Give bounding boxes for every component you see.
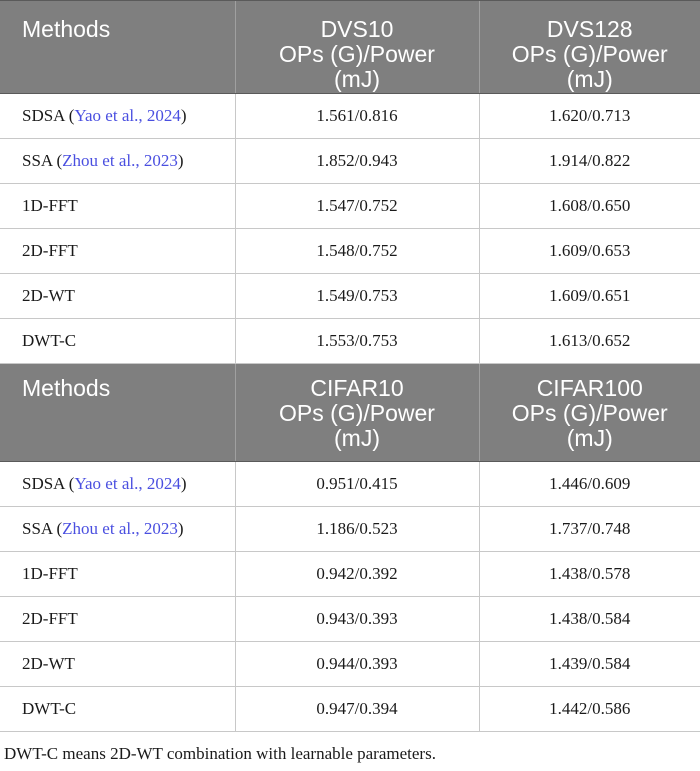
header-col3 — [479, 364, 700, 462]
header-line: (mJ) — [334, 425, 380, 451]
method-name: 2D-WT — [22, 654, 75, 673]
method-name: 2D-FFT — [22, 241, 78, 260]
citation-close: ) — [180, 474, 187, 493]
table-row — [0, 462, 700, 507]
method-cell — [0, 184, 235, 229]
table-footnote: DWT-C means 2D-WT combination with learnable parameters. — [4, 744, 436, 763]
table-row — [0, 319, 700, 364]
header-line: (mJ) — [566, 425, 613, 451]
table-row — [0, 94, 700, 139]
citation-close: ) — [177, 151, 184, 170]
value-cell-1: 1.547/0.752 — [235, 184, 479, 229]
table-row — [0, 274, 700, 319]
method-name: SSA ( — [22, 151, 63, 170]
value-cell-2: 1.446/0.609 — [479, 462, 700, 507]
value-cell-1: 0.947/0.394 — [235, 687, 479, 732]
table-row — [0, 229, 700, 274]
table-row — [0, 507, 700, 552]
citation-close: ) — [180, 106, 187, 125]
header-col3 — [479, 1, 700, 94]
method-name: SSA ( — [22, 519, 63, 538]
method-name: SDSA ( — [22, 474, 75, 493]
table-row — [0, 597, 700, 642]
value-cell-1: 0.943/0.393 — [235, 597, 479, 642]
method-name: DWT-C — [22, 331, 77, 350]
header-line: (mJ) — [334, 66, 380, 92]
header-line: DVS10 — [320, 16, 394, 42]
header-methods: Methods — [0, 364, 235, 462]
value-cell-2: 1.737/0.748 — [479, 507, 700, 552]
citation-link[interactable]: Yao et al., 2024 — [74, 106, 181, 125]
method-cell — [0, 597, 235, 642]
value-cell-2: 1.438/0.578 — [479, 552, 700, 597]
method-name: 2D-WT — [22, 286, 75, 305]
method-cell — [0, 687, 235, 732]
header-line: DVS128 — [546, 16, 633, 42]
citation-link[interactable]: Zhou et al., 2023 — [62, 151, 178, 170]
header-line: CIFAR10 — [310, 375, 404, 401]
value-cell-2: 1.439/0.584 — [479, 642, 700, 687]
value-cell-1: 0.951/0.415 — [235, 462, 479, 507]
method-cell — [0, 319, 235, 364]
header-row — [0, 1, 700, 94]
value-cell-2: 1.914/0.822 — [479, 139, 700, 184]
method-name: SDSA ( — [22, 106, 75, 125]
value-cell-2: 1.609/0.653 — [479, 229, 700, 274]
table-row — [0, 687, 700, 732]
method-cell — [0, 642, 235, 687]
value-cell-1: 1.852/0.943 — [235, 139, 479, 184]
value-cell-1: 1.549/0.753 — [235, 274, 479, 319]
method-cell — [0, 274, 235, 319]
header-col2 — [235, 1, 479, 94]
header-line: OPs (G)/Power — [511, 400, 668, 426]
value-cell-1: 0.942/0.392 — [235, 552, 479, 597]
value-cell-2: 1.613/0.652 — [479, 319, 700, 364]
method-cell — [0, 462, 235, 507]
table-row — [0, 139, 700, 184]
value-cell-2: 1.442/0.586 — [479, 687, 700, 732]
value-cell-2: 1.608/0.650 — [479, 184, 700, 229]
method-cell — [0, 139, 235, 184]
method-name: 1D-FFT — [22, 196, 78, 215]
header-line: CIFAR100 — [536, 375, 643, 401]
method-name: DWT-C — [22, 699, 77, 718]
value-cell-1: 1.561/0.816 — [235, 94, 479, 139]
value-cell-1: 1.186/0.523 — [235, 507, 479, 552]
header-row — [0, 364, 700, 462]
citation-link[interactable]: Yao et al., 2024 — [74, 474, 181, 493]
method-cell — [0, 552, 235, 597]
method-name: 1D-FFT — [22, 564, 78, 583]
citation-close: ) — [177, 519, 184, 538]
header-line: OPs (G)/Power — [279, 400, 435, 426]
header-line: OPs (G)/Power — [279, 41, 435, 67]
method-name: 2D-FFT — [22, 609, 78, 628]
table-row — [0, 642, 700, 687]
value-cell-1: 0.944/0.393 — [235, 642, 479, 687]
value-cell-2: 1.620/0.713 — [479, 94, 700, 139]
method-cell — [0, 507, 235, 552]
table-row — [0, 552, 700, 597]
header-line: OPs (G)/Power — [511, 41, 668, 67]
header-col2 — [235, 364, 479, 462]
value-cell-1: 1.548/0.752 — [235, 229, 479, 274]
header-methods: Methods — [0, 1, 235, 94]
method-cell — [0, 229, 235, 274]
method-cell — [0, 94, 235, 139]
header-line: (mJ) — [566, 66, 613, 92]
value-cell-2: 1.438/0.584 — [479, 597, 700, 642]
value-cell-2: 1.609/0.651 — [479, 274, 700, 319]
value-cell-1: 1.553/0.753 — [235, 319, 479, 364]
table-row — [0, 184, 700, 229]
citation-link[interactable]: Zhou et al., 2023 — [62, 519, 178, 538]
